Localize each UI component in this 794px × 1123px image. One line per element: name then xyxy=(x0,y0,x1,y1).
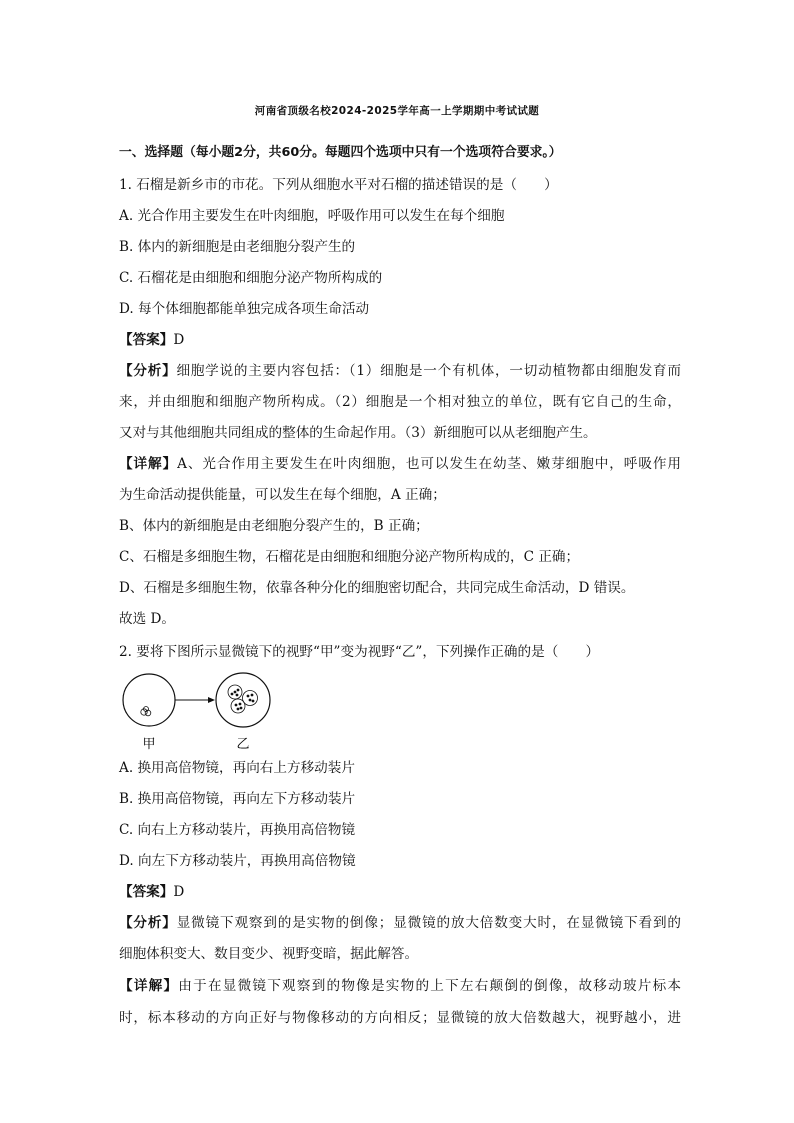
q2-option-c: C. 向右上方移动装片，再换用高倍物镜 xyxy=(119,822,356,838)
analysis-text: 显微镜下观察到的是实物的倒像；显微镜的放大倍数变大时，在显微镜下看到的 xyxy=(176,915,682,931)
analysis-tag: 【分析】 xyxy=(119,363,177,379)
field-yi-cells xyxy=(228,685,258,713)
detail-tag: 【详解】 xyxy=(119,978,179,994)
q1-analysis-line-1 xyxy=(119,362,681,380)
q1-detail-line-4: C、石榴是多细胞生物，石榴花是由细胞和细胞分泌产物所构成的，C 正确； xyxy=(119,549,580,565)
q2-option-b: B. 换用高倍物镜，再向左下方移动装片 xyxy=(119,791,356,807)
q2-answer xyxy=(119,883,681,901)
q1-answer xyxy=(119,331,681,349)
q1-analysis-line-3: 又对与其他细胞共同组成的整体的生命起作用。（3）新细胞可以从老细胞产生。 xyxy=(119,425,597,441)
arrow-head-icon xyxy=(208,697,215,703)
q1-detail-line-3: B、体内的新细胞是由老细胞分裂产生的，B 正确； xyxy=(119,518,429,534)
field-jia-cells xyxy=(141,707,151,716)
q2-option-d: D. 向左下方移动装片，再换用高倍物镜 xyxy=(119,853,356,869)
answer-value: D xyxy=(173,332,185,348)
figure-label-jia: 甲 xyxy=(142,737,156,752)
q1-detail-line-6: 故选 D。 xyxy=(119,611,176,627)
q1-detail-line-5: D、石榴是多细胞生物，依靠各种分化的细胞密切配合，共同完成生命活动，D 错误。 xyxy=(119,580,635,596)
q1-option-b: B. 体内的新细胞是由老细胞分裂产生的 xyxy=(119,239,356,255)
microscope-field-diagram xyxy=(119,668,279,754)
q1-detail-line-2: 为生命活动提供能量，可以发生在每个细胞，A 正确； xyxy=(119,487,446,503)
q1-option-d: D. 每个体细胞都能单独完成各项生命活动 xyxy=(119,301,370,317)
detail-text: 由于在显微镜下观察到的物像是实物的上下左右颠倒的倒像，故移动玻片标本 xyxy=(178,978,682,994)
q2-detail-line-2: 时，标本移动的方向正好与物像移动的方向相反；显微镜的放大倍数越大，视野越小，进 xyxy=(119,1010,681,1026)
detail-text: A、光合作用主要发生在叶肉细胞，也可以发生在幼茎、嫩芽细胞中，呼吸作用 xyxy=(177,456,681,472)
figure-label-yi: 乙 xyxy=(236,737,250,752)
q2-analysis-line-1 xyxy=(119,914,681,932)
answer-tag: 【答案】 xyxy=(119,884,174,900)
question-1-stem: 1. 石榴是新乡市的市花。下列从细胞水平对石榴的描述错误的是（ ） xyxy=(119,177,558,193)
q2-option-a: A. 换用高倍物镜，再向右上方移动装片 xyxy=(119,760,355,776)
analysis-text: 细胞学说的主要内容包括：（1）细胞是一个有机体，一切动植物都由细胞发育而 xyxy=(176,363,681,379)
analysis-tag: 【分析】 xyxy=(119,915,177,931)
q1-detail-line-1 xyxy=(119,455,681,473)
q2-detail-line-1 xyxy=(119,977,681,995)
q1-analysis-line-2: 来，并由细胞和细胞产物所构成。（2）细胞是一个相对独立的单位，既有它自己的生命， xyxy=(119,394,681,410)
q1-option-a: A. 光合作用主要发生在叶肉细胞，呼吸作用可以发生在每个细胞 xyxy=(119,208,505,224)
q2-analysis-line-2: 细胞体积变大、数目变少、视野变暗，据此解答。 xyxy=(119,946,419,962)
q1-option-c: C. 石榴花是由细胞和细胞分泌产物所构成的 xyxy=(119,270,383,286)
question-2-stem: 2. 要将下图所示显微镜下的视野“甲”变为视野“乙”，下列操作正确的是（ ） xyxy=(119,644,600,660)
page-title: 河南省顶级名校2024-2025学年高一上学期期中考试试题 xyxy=(254,105,540,117)
section-heading: 一、选择题（每小题2分，共60分。每题四个选项中只有一个选项符合要求。） xyxy=(119,145,562,160)
answer-value: D xyxy=(173,884,185,900)
field-jia-circle xyxy=(123,674,175,726)
detail-tag: 【详解】 xyxy=(119,456,178,472)
answer-tag: 【答案】 xyxy=(119,332,174,348)
